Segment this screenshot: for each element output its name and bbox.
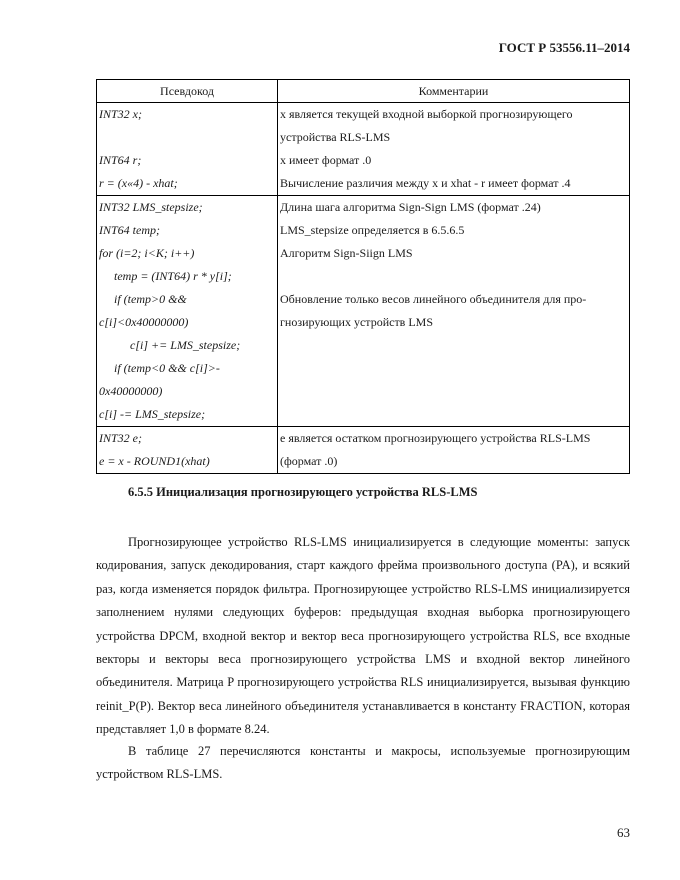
comment-line — [280, 265, 627, 288]
comment-cell — [278, 196, 630, 427]
table-row — [97, 427, 630, 474]
code-line: INT32 x; — [99, 107, 142, 121]
code-line: for (i=2; i<K; i++) — [99, 246, 195, 260]
code-line: INT32 e; — [99, 431, 142, 445]
pseudocode-table — [96, 79, 630, 474]
comment-line: (формат .0) — [280, 454, 338, 468]
comment-line: e является остатком прогнозирующего устройства RLS-LMS — [280, 431, 591, 445]
section-heading: 6.5.5 Инициализация прогнозирующего устройства RLS-LMS — [128, 485, 478, 499]
comment-line: Обновление только весов линейного объединителя для про- — [280, 292, 587, 306]
code-line: 0x40000000) — [99, 384, 163, 398]
comment-line: x имеет формат .0 — [280, 153, 372, 167]
code-line: temp = (INT64) r * y[i]; — [114, 269, 232, 283]
column-header-pseudocode: Псевдокод — [97, 80, 278, 103]
pseudocode-cell — [97, 196, 278, 427]
pseudocode-cell — [97, 103, 278, 196]
comment-line: гнозирующих устройств LMS — [280, 315, 434, 329]
code-line: if (temp>0 && — [114, 292, 187, 306]
pseudocode-cell — [97, 427, 278, 474]
code-line: c[i]<0x40000000) — [99, 315, 189, 329]
table-row — [97, 196, 630, 427]
code-line: c[i] += LMS_stepsize; — [130, 338, 241, 352]
code-line: if (temp<0 && c[i]>- — [114, 361, 220, 375]
comment-cell — [278, 103, 630, 196]
table-header-row — [97, 80, 630, 103]
code-line: r = (x«4) - xhat; — [99, 176, 178, 190]
code-line: INT64 temp; — [99, 223, 160, 237]
comment-cell — [278, 427, 630, 474]
document-header: ГОСТ Р 53556.11–2014 — [498, 40, 630, 55]
code-line — [99, 126, 275, 149]
body-paragraph: Прогнозирующее устройство RLS-LMS инициализируется в следующие моменты: запуск кодирования, запуск декодирования, старт каждого фрейма произвольного доступа (PA), и всякий раз, когда изменяется порядок фильтра. Прогнозирующее устройство RLS-LMS инициализируется заполнением нулями следующих буферов: предыдущая входная выборка прогнозирующего устройства DPCM, входной вектор и вектор веса прогнозирующего устройства RLS, все входные векторы и векторы веса прогнозирующего устройства LMS и входной вектор линейного объединителя. Матрица P прогнозирующего устройства RLS инициализируется, вызывая функцию reinit_P(P). Вектор веса линейного объединителя устанавливается в константу FRACTION, которая представляет 1,0 в формате 8.24. — [96, 535, 630, 737]
comment-line: x является текущей входной выборкой прогнозирующего — [280, 107, 573, 121]
table-row — [97, 103, 630, 196]
column-header-comments: Комментарии — [278, 80, 630, 103]
code-line: c[i] -= LMS_stepsize; — [99, 407, 206, 421]
comment-line: Алгоритм Sign-Siign LMS — [280, 246, 413, 260]
code-line: INT64 r; — [99, 153, 142, 167]
code-line: INT32 LMS_stepsize; — [99, 200, 203, 214]
comment-line: Вычисление различия между x и xhat - r имеет формат .4 — [280, 176, 571, 190]
page-number: 63 — [617, 825, 630, 840]
comment-line: Длина шага алгоритма Sign-Sign LMS (формат .24) — [280, 200, 541, 214]
comment-line: устройства RLS-LMS — [280, 130, 391, 144]
comment-line: LMS_stepsize определяется в 6.5.6.5 — [280, 223, 465, 237]
code-line: e = x - ROUND1(xhat) — [99, 454, 210, 468]
body-paragraph: В таблице 27 перечисляются константы и макросы, используемые прогнозирующим устройством RLS-LMS. — [96, 744, 630, 782]
